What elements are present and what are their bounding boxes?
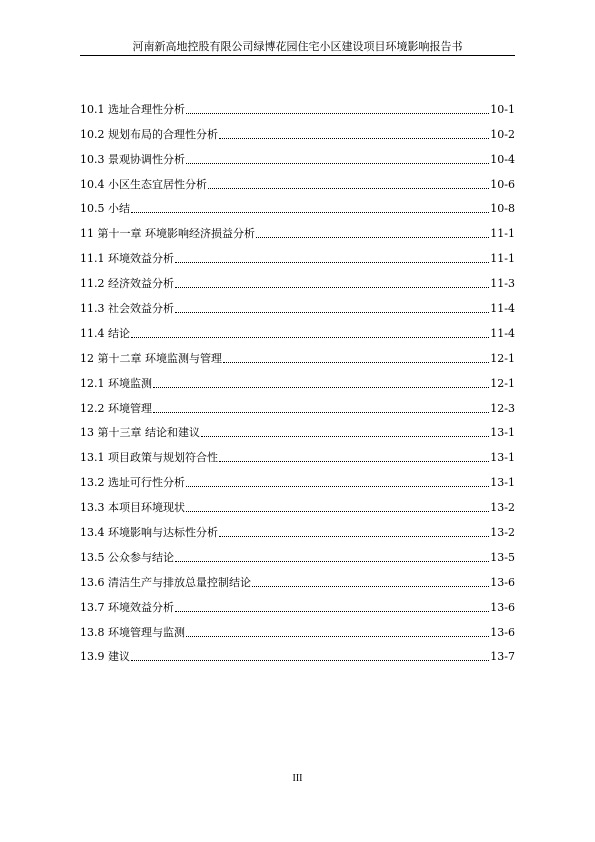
toc-entry-label: 11 第十一章 环境影响经济损益分析 [80,227,255,241]
toc-entry-label: 13.9 建议 [80,650,130,664]
toc-leader-dots [186,163,489,164]
toc-leader-dots [131,212,489,213]
toc-entry-11-1[interactable] [80,241,515,266]
toc-entry-11-4[interactable] [80,316,515,341]
toc-entry-10-4[interactable] [80,167,515,192]
toc-entry-label: 11.2 经济效益分析 [80,277,174,291]
toc-entry-13-9[interactable] [80,640,515,665]
toc-entry-page: 11-4 [490,326,515,340]
toc-entry-label: 13.2 选址可行性分析 [80,476,185,490]
toc-leader-dots [219,536,489,537]
toc-leader-dots [252,586,489,587]
toc-entry-label: 13.6 清洁生产与排放总量控制结论 [80,575,251,589]
toc-entry-label: 12 第十二章 环境监测与管理 [80,351,222,365]
toc-leader-dots [175,611,489,612]
table-of-contents [80,92,515,664]
toc-entry-label: 13.5 公众参与结论 [80,550,174,564]
toc-leader-dots [175,287,489,288]
toc-leader-dots [201,436,489,437]
toc-entry-page: 10-6 [490,177,515,191]
toc-entry-11-3[interactable] [80,291,515,316]
toc-leader-dots [186,113,489,114]
toc-entry-chapter-13[interactable] [80,416,515,441]
toc-entry-page: 12-1 [490,351,515,365]
toc-entry-page: 10-8 [490,202,515,216]
toc-entry-10-5[interactable] [80,192,515,217]
toc-leader-dots [131,660,489,661]
toc-entry-label: 11.4 结论 [80,326,130,340]
toc-entry-13-3[interactable] [80,490,515,515]
toc-leader-dots [175,262,489,263]
toc-entry-10-1[interactable] [80,92,515,117]
toc-entry-page: 10-1 [490,102,515,116]
toc-entry-page: 13-5 [490,550,515,564]
header-rule [80,55,515,56]
toc-entry-page: 10-2 [490,127,515,141]
toc-entry-12-1[interactable] [80,366,515,391]
toc-leader-dots [131,337,489,338]
toc-entry-page: 13-7 [490,650,515,664]
toc-entry-page: 11-1 [490,227,515,241]
toc-entry-label: 13.4 环境影响与达标性分析 [80,526,218,540]
toc-entry-page: 11-3 [490,277,515,291]
toc-entry-page: 13-6 [490,600,515,614]
toc-leader-dots [256,237,489,238]
toc-entry-page: 11-4 [490,302,515,316]
toc-entry-label: 12.1 环境监测 [80,376,152,390]
toc-entry-label: 11.1 环境效益分析 [80,252,174,266]
toc-leader-dots [153,387,489,388]
toc-entry-chapter-11[interactable] [80,216,515,241]
toc-entry-label: 10.5 小结 [80,202,130,216]
toc-entry-13-1[interactable] [80,440,515,465]
toc-leader-dots [208,188,489,189]
toc-leader-dots [153,412,489,413]
toc-entry-13-7[interactable] [80,590,515,615]
toc-entry-label: 13.8 环境管理与监测 [80,625,185,639]
toc-entry-page: 13-6 [490,575,515,589]
toc-entry-page: 13-1 [490,451,515,465]
toc-entry-page: 10-4 [490,152,515,166]
toc-entry-13-6[interactable] [80,565,515,590]
toc-entry-page: 11-1 [490,252,515,266]
toc-entry-label: 13.7 环境效益分析 [80,600,174,614]
toc-entry-label: 10.2 规划布局的合理性分析 [80,127,218,141]
toc-entry-label: 10.4 小区生态宜居性分析 [80,177,207,191]
toc-entry-page: 12-1 [490,376,515,390]
toc-entry-13-2[interactable] [80,465,515,490]
toc-entry-label: 13.3 本项目环境现状 [80,501,185,515]
toc-entry-label: 13 第十三章 结论和建议 [80,426,200,440]
toc-entry-13-8[interactable] [80,615,515,640]
toc-entry-11-2[interactable] [80,266,515,291]
toc-leader-dots [223,362,489,363]
toc-entry-chapter-12[interactable] [80,341,515,366]
toc-leader-dots [186,636,489,637]
toc-entry-label: 12.2 环境管理 [80,401,152,415]
running-header: 河南新高地控股有限公司绿博花园住宅小区建设项目环境影响报告书 [132,40,463,53]
toc-leader-dots [219,461,489,462]
toc-entry-page: 12-3 [490,401,515,415]
toc-leader-dots [175,312,489,313]
toc-entry-10-2[interactable] [80,117,515,142]
toc-entry-label: 11.3 社会效益分析 [80,302,174,316]
toc-entry-label: 13.1 项目政策与规划符合性 [80,451,218,465]
toc-entry-label: 10.3 景观协调性分析 [80,152,185,166]
page-number: III [292,773,303,784]
toc-entry-label: 10.1 选址合理性分析 [80,102,185,116]
toc-entry-page: 13-2 [490,526,515,540]
toc-entry-13-4[interactable] [80,515,515,540]
toc-entry-page: 13-6 [490,625,515,639]
toc-leader-dots [219,138,489,139]
toc-entry-page: 13-1 [490,426,515,440]
toc-entry-page: 13-2 [490,501,515,515]
toc-leader-dots [175,561,489,562]
toc-entry-12-2[interactable] [80,391,515,416]
toc-entry-10-3[interactable] [80,142,515,167]
toc-entry-13-5[interactable] [80,540,515,565]
toc-leader-dots [186,486,489,487]
toc-leader-dots [186,511,489,512]
toc-entry-page: 13-1 [490,476,515,490]
